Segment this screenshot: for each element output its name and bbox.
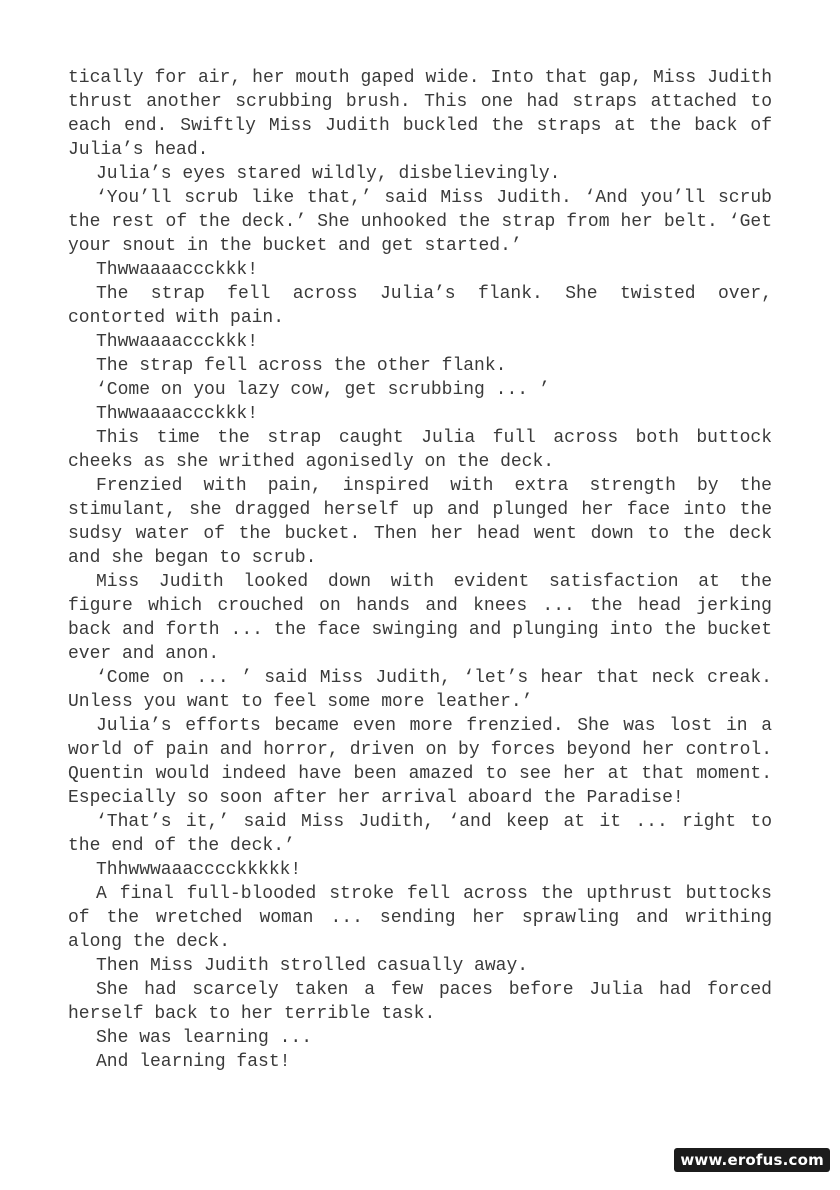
paragraph: ‘You’ll scrub like that,’ said Miss Judith. ‘And you’ll scrub the rest of the deck.’ She unhooked the strap from her belt. ‘Get your snout in the bucket and get started.’	[68, 188, 772, 256]
paragraph: Julia’s efforts became even more frenzied. She was lost in a world of pain and horror, driven on by forces beyond her control. Quentin would indeed have been amazed to see her at that moment. Especially so soon after her arrival aboard the Paradise!	[68, 716, 772, 808]
paragraph: ‘Come on you lazy cow, get scrubbing ... ’	[96, 380, 550, 400]
paragraph: Julia’s eyes stared wildly, disbelievingly.	[96, 164, 561, 184]
paragraph: Then Miss Judith strolled casually away.	[96, 956, 529, 976]
paragraph: ‘Come on ... ’ said Miss Judith, ‘let’s hear that neck creak. Unless you want to feel some more leather.’	[68, 668, 772, 712]
paragraph: This time the strap caught Julia full across both buttock cheeks as she writhed agonisedly on the deck.	[68, 428, 772, 472]
paragraph: And learning fast!	[96, 1052, 291, 1072]
paragraph: She had scarcely taken a few paces before Julia had forced herself back to her terrible task.	[68, 980, 772, 1024]
paragraph: Frenzied with pain, inspired with extra strength by the stimulant, she dragged herself up and plunged her face into the sudsy water of the bucket. Then her head went down to the deck and she began to scrub.	[68, 476, 772, 568]
paragraph: Thwwaaaaccckkk!	[96, 404, 259, 424]
paragraph: Thwwaaaaccckkk!	[96, 332, 259, 352]
page-text	[68, 66, 772, 1074]
paragraph: tically for air, her mouth gaped wide. Into that gap, Miss Judith thrust another scrubbing brush. This one had straps attached to each end. Swiftly Miss Judith buckled the straps at the back of Julia’s head.	[68, 68, 772, 160]
paragraph: She was learning ...	[96, 1028, 313, 1048]
paragraph: Thwwaaaaccckkk!	[96, 260, 259, 280]
paragraph: Miss Judith looked down with evident satisfaction at the figure which crouched on hands and knees ... the head jerking back and forth ... the face swinging and plunging into the bucket ever and anon.	[68, 572, 772, 664]
paragraph: Thhwwwaaacccckkkkk!	[96, 860, 302, 880]
paragraph: A final full-blooded stroke fell across the upthrust buttocks of the wretched woman ... sending her sprawling and writhing along the deck.	[68, 884, 772, 952]
paragraph: The strap fell across the other flank.	[96, 356, 507, 376]
watermark: www.erofus.com	[674, 1148, 830, 1172]
paragraph: ‘That’s it,’ said Miss Judith, ‘and keep at it ... right to the end of the deck.’	[68, 812, 772, 856]
paragraph: The strap fell across Julia’s flank. She twisted over, contorted with pain.	[68, 284, 772, 328]
